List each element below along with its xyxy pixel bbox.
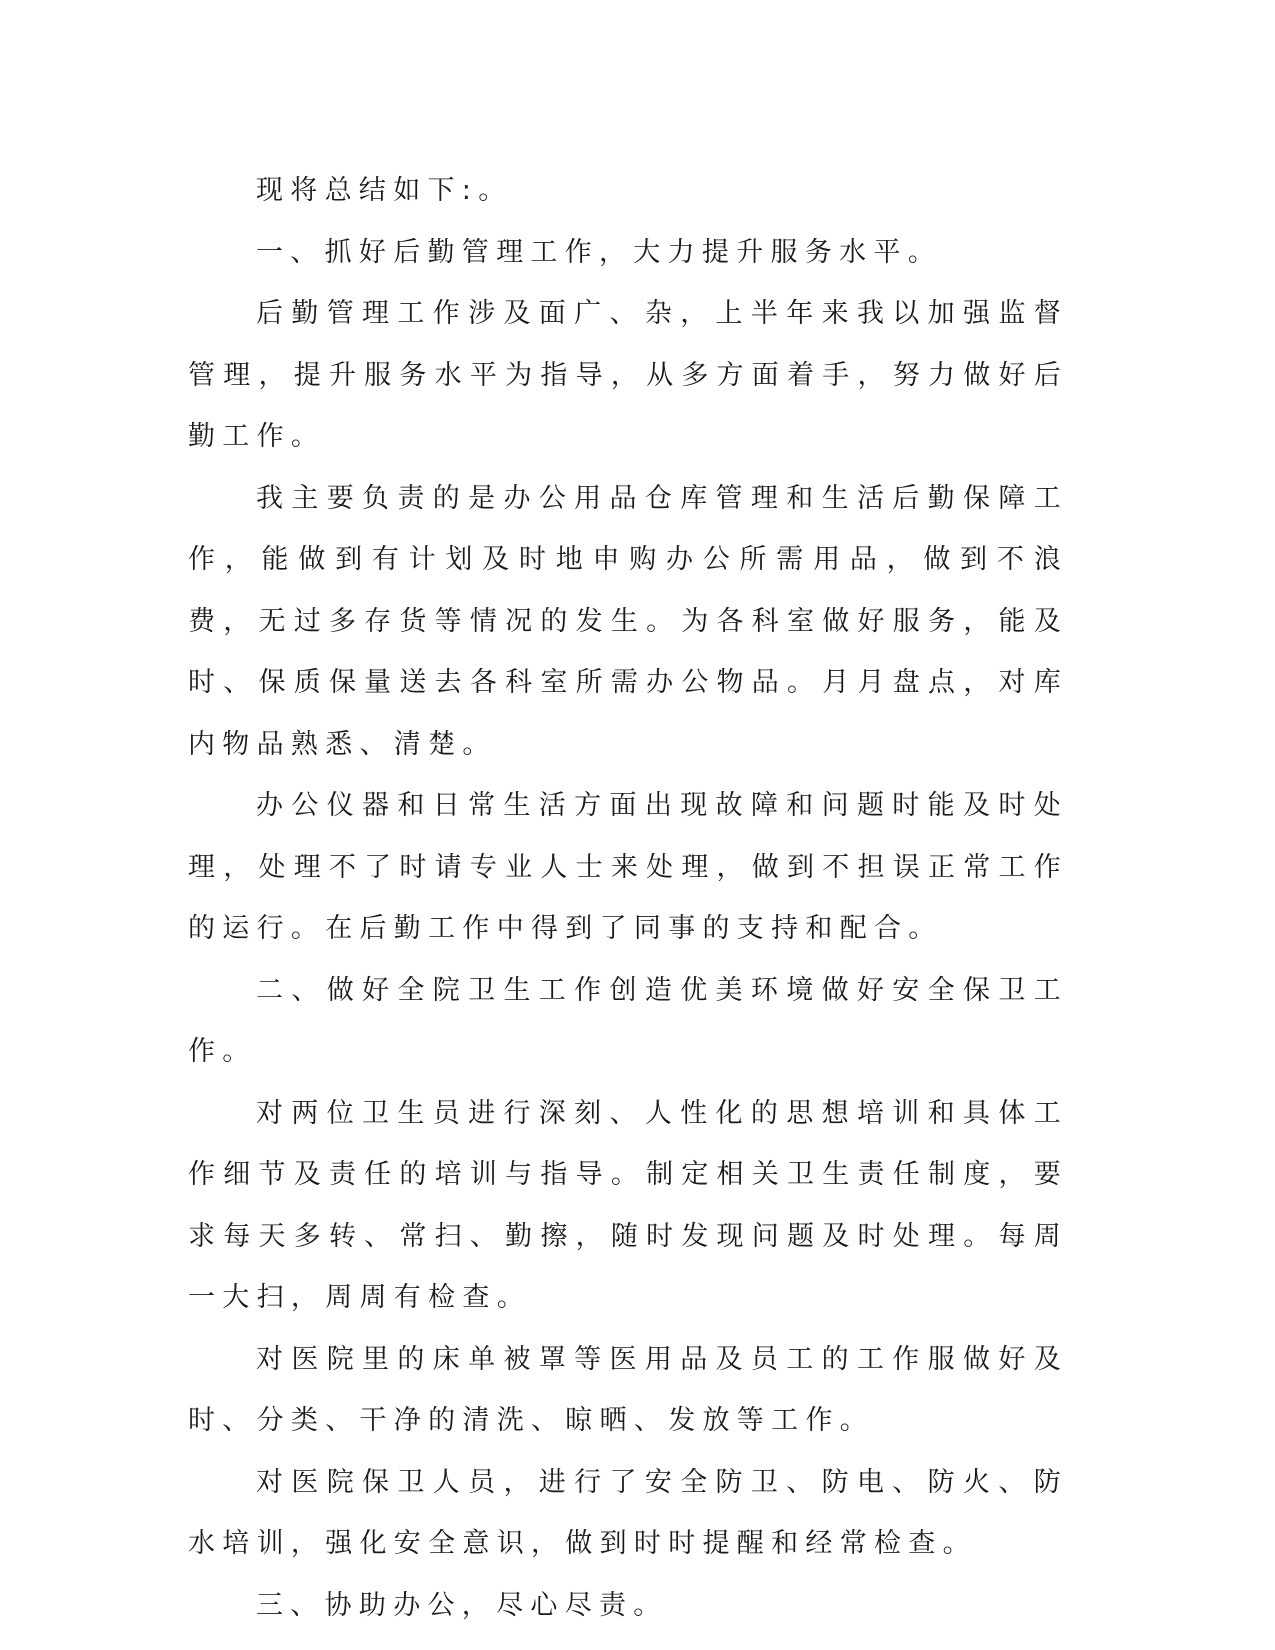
section-2-paragraph-2: 对医院里的床单被罩等医用品及员工的工作服做好及时、分类、干净的清洗、晾晒、发放等工作。 — [188, 1343, 1068, 1436]
section-2-paragraph-3: 对医院保卫人员，进行了安全防卫、防电、防火、防水培训，强化安全意识，做到时时提醒和经常检查。 — [188, 1466, 1068, 1559]
section-1-paragraph-3: 办公仪器和日常生活方面出现故障和问题时能及时处理，处理不了时请专业人士来处理，做到不担误正常工作的运行。在后勤工作中得到了同事的支持和配合。 — [188, 790, 1068, 944]
section-1-paragraph-2: 我主要负责的是办公用品仓库管理和生活后勤保障工作，能做到有计划及时地申购办公所需用品，做到不浪费，无过多存货等情况的发生。为各科室做好服务，能及时、保质保量送去各科室所需办公物品。月月盘点，对库内物品熟悉、清楚。 — [188, 482, 1068, 760]
section-3-heading: 三、协助办公，尽心尽责。 — [256, 1589, 668, 1621]
summary-intro: 现将总结如下:。 — [256, 175, 513, 206]
document-body — [188, 160, 1068, 1636]
section-2-paragraph-1: 对两位卫生员进行深刻、人性化的思想培训和具体工作细节及责任的培训与指导。制定相关卫生责任制度，要求每天多转、常扫、勤擦，随时发现问题及时处理。每周一大扫，周周有检查。 — [188, 1097, 1068, 1313]
section-2-heading: 二、做好全院卫生工作创造优美环境做好安全保卫工作。 — [188, 974, 1068, 1067]
section-1-paragraph-1: 后勤管理工作涉及面广、杂，上半年来我以加强监督管理，提升服务水平为指导，从多方面着手，努力做好后勤工作。 — [188, 298, 1068, 452]
section-1-heading: 一、抓好后勤管理工作，大力提升服务水平。 — [256, 236, 942, 268]
